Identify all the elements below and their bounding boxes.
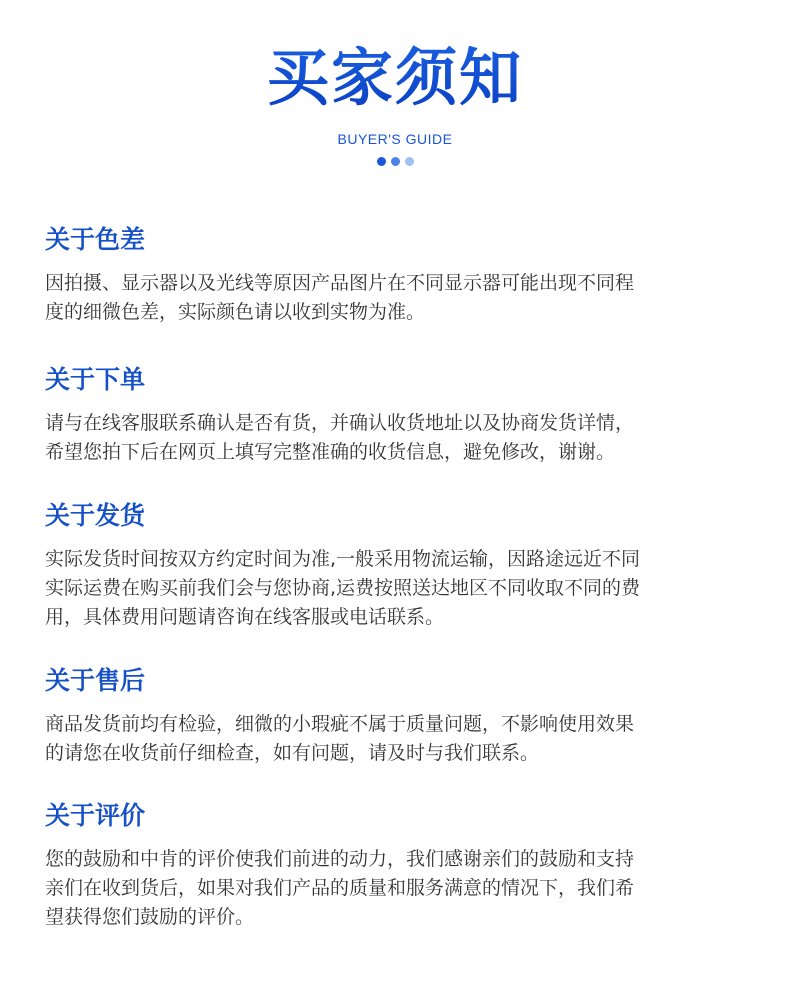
section-line: 度的细微色差，实际颜色请以收到实物为准。 [45,301,426,323]
section-body [45,269,745,327]
section-line: 望获得您们鼓励的评价。 [45,906,255,928]
section-title: 关于色差 [45,225,146,254]
section-line: 实际运费在购买前我们会与您协商,运费按照送达地区不同收取不同的费 [45,577,641,599]
section-color-difference [45,224,745,327]
section-title: 关于下单 [45,365,146,394]
section-line: 您的鼓励和中肯的评价使我们前进的动力，我们感谢亲们的鼓励和支持 [45,848,635,870]
page-subtitle: BUYER'S GUIDE [337,131,453,147]
dot-2 [391,157,400,166]
section-body [45,545,745,632]
section-shipping [45,500,745,632]
section-line: 希望您拍下后在网页上填写完整准确的收货信息，避免修改，谢谢。 [45,441,616,463]
section-line: 请与在线客服联系确认是否有货，并确认收货地址以及协商发货详情， [45,412,635,434]
section-reviews [45,800,745,932]
decorative-dots [0,157,790,167]
section-ordering [45,364,745,467]
section-title: 关于评价 [45,801,146,830]
section-line: 用，具体费用问题请咨询在线客服或电话联系。 [45,606,445,628]
section-after-sales [45,665,745,768]
section-line: 实际发货时间按双方约定时间为准,一般采用物流运输，因路途远近不同 [45,548,641,570]
section-line: 的请您在收货前仔细检查，如有问题，请及时与我们联系。 [45,742,540,764]
section-title: 关于售后 [45,666,146,695]
section-line: 亲们在收到货后，如果对我们产品的质量和服务满意的情况下，我们希 [45,877,635,899]
section-body [45,845,745,932]
dot-1 [377,157,386,166]
section-body [45,710,745,768]
section-line: 商品发货前均有检验，细微的小瑕疵不属于质量问题，不影响使用效果 [45,713,635,735]
page-title: 买家须知 [0,40,790,116]
section-body [45,409,745,467]
section-line: 因拍摄、显示器以及光线等原因产品图片在不同显示器可能出现不同程 [45,272,635,294]
dot-3 [405,157,414,166]
section-title: 关于发货 [45,501,146,530]
